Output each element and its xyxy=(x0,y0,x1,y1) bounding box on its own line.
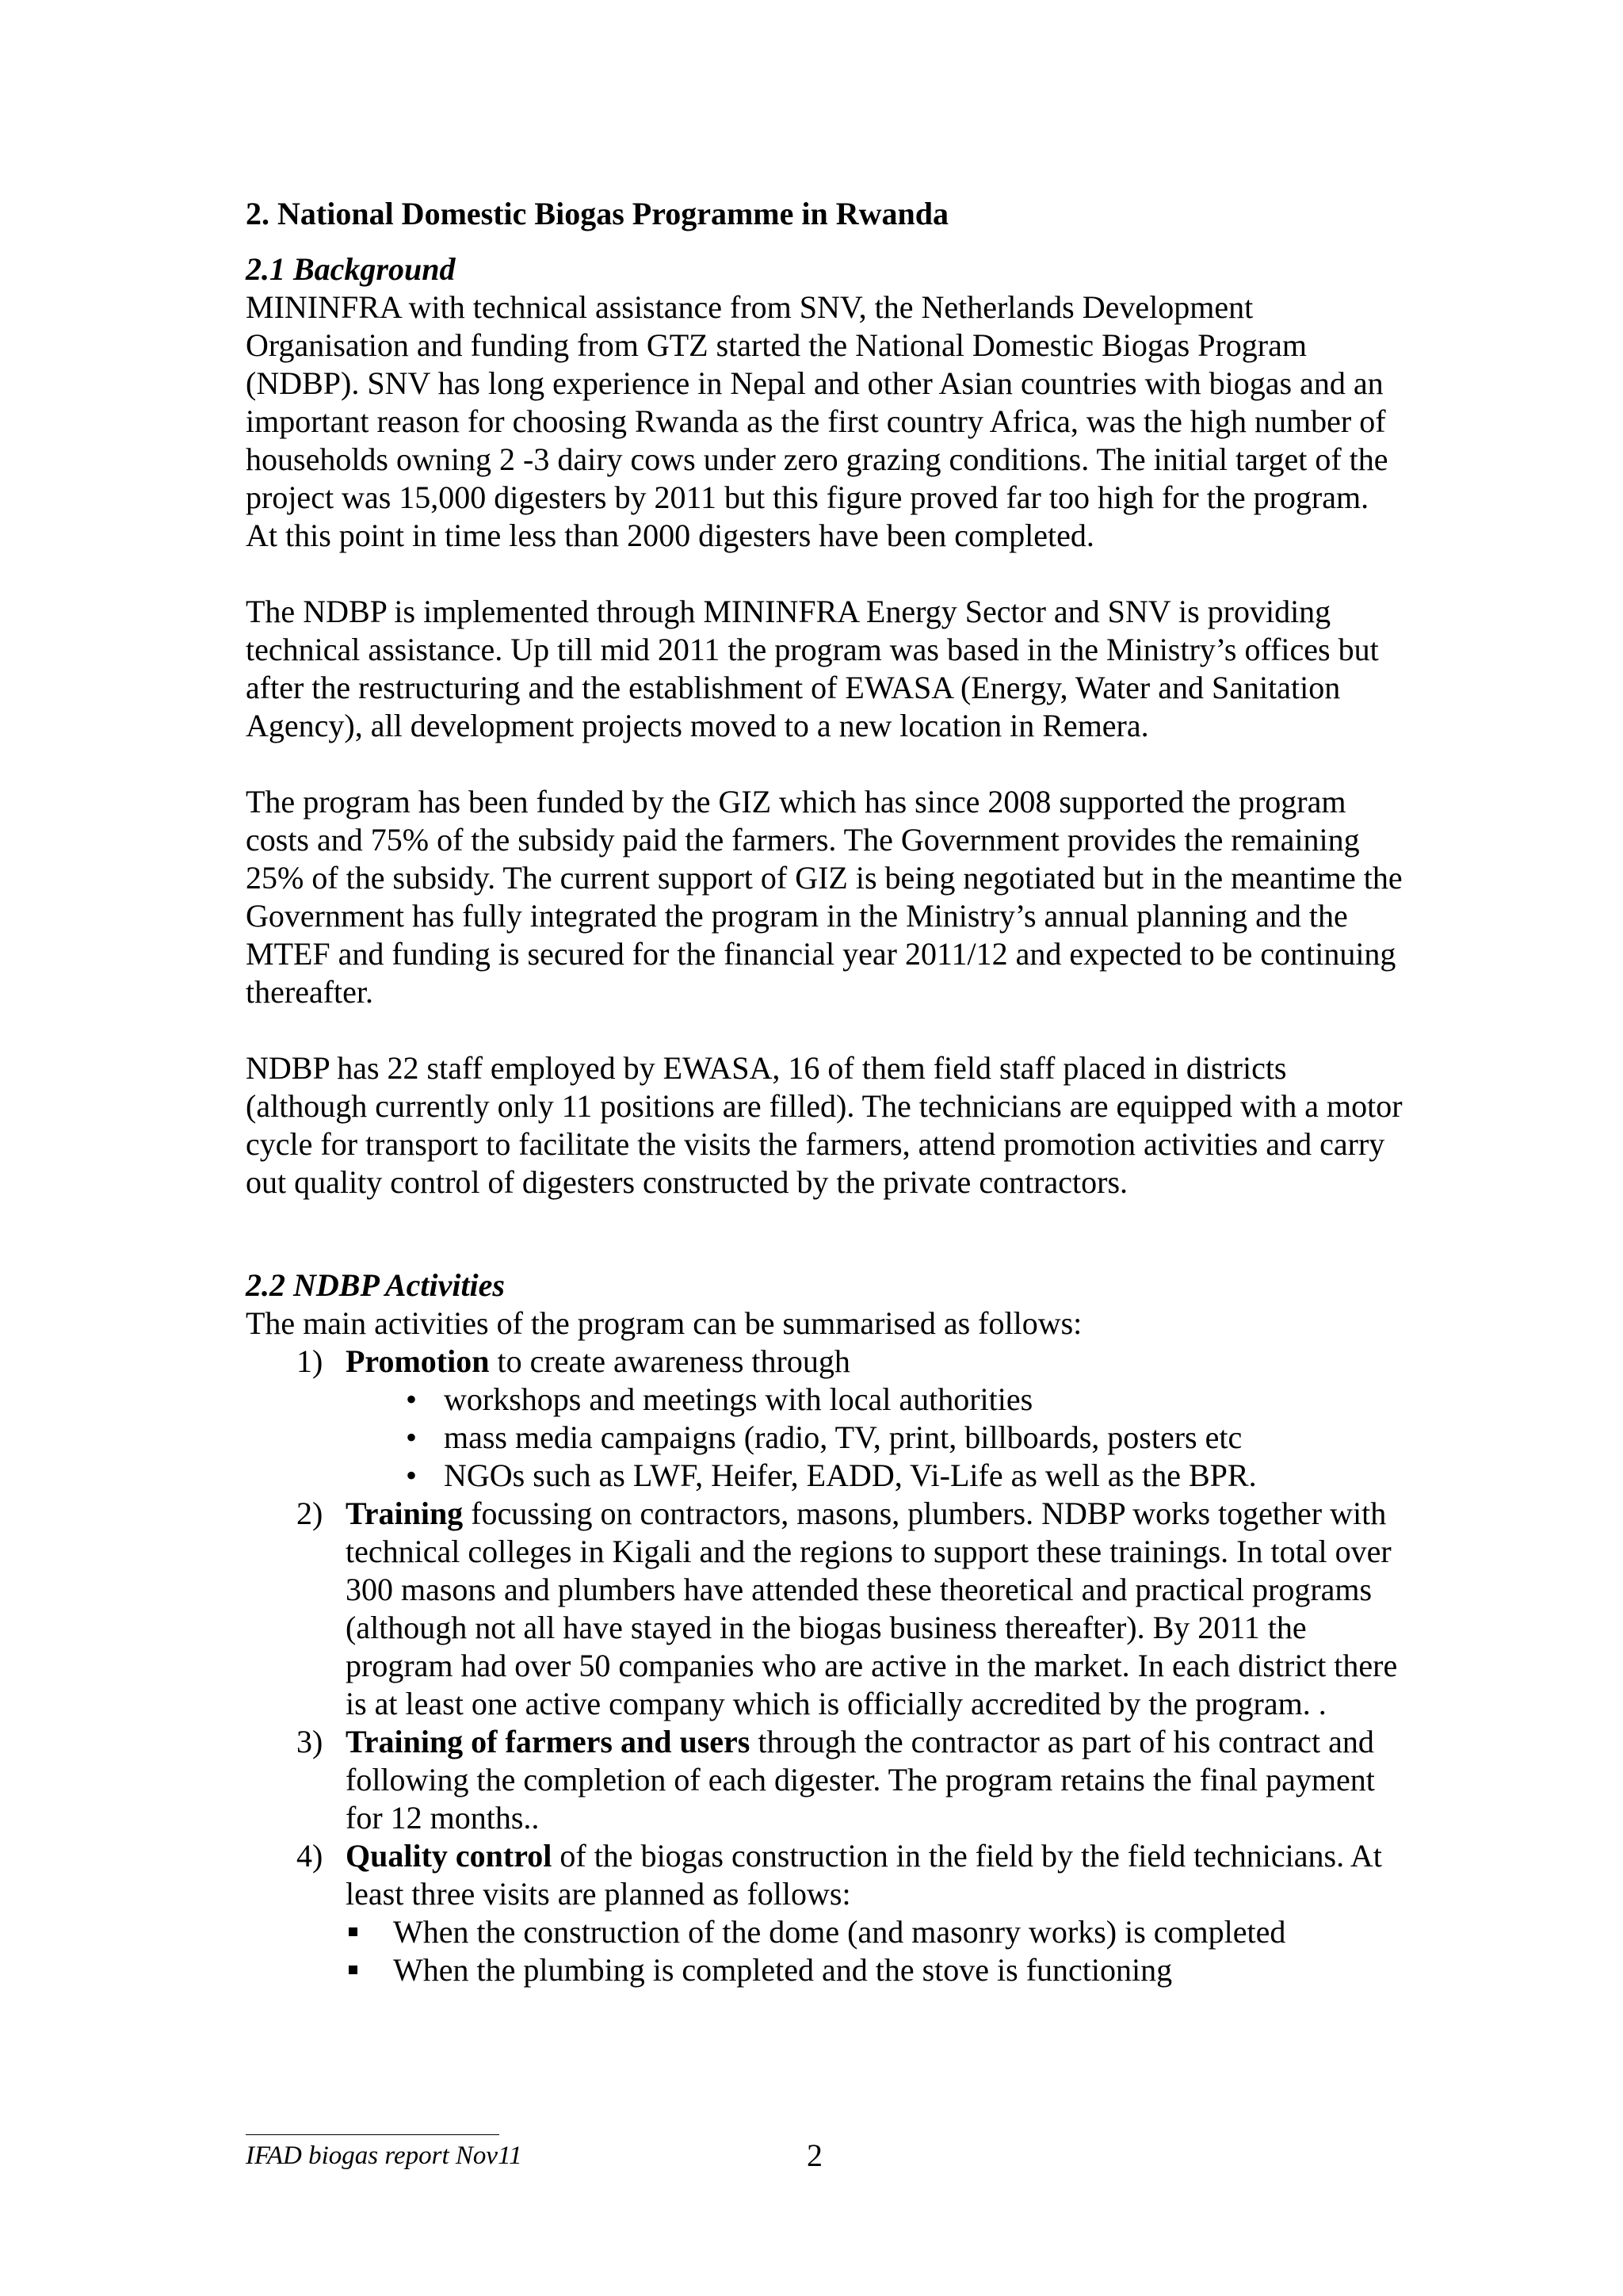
bullet-text: NGOs such as LWF, Heifer, EADD, Vi-Life as well as the BPR. xyxy=(444,1457,1257,1493)
item-text: through the contractor as part of his contract and following the completion of each digester. The program retains the final payment for 12 months.. xyxy=(346,1724,1375,1836)
square-bullet-list xyxy=(346,1913,1403,1989)
bullet-item xyxy=(346,1419,1403,1457)
activities-intro: The main activities of the program can be summarised as follows: xyxy=(246,1305,1083,1341)
bullet-list xyxy=(346,1381,1403,1495)
bullet-icon: • xyxy=(406,1457,418,1493)
section-heading: 2. National Domestic Biogas Programme in Rwanda xyxy=(246,196,949,231)
list-item xyxy=(246,1723,1403,1837)
item-title: Training xyxy=(346,1496,464,1531)
bullet-text: mass media campaigns (radio, TV, print, billboards, posters etc xyxy=(444,1419,1243,1455)
bullet-text: When the construction of the dome (and masonry works) is completed xyxy=(393,1914,1286,1950)
bullet-text: When the plumbing is completed and the stove is functioning xyxy=(393,1952,1173,1988)
bullet-text: workshops and meetings with local authorities xyxy=(444,1381,1033,1417)
list-item xyxy=(246,1837,1403,1989)
square-bullet-icon xyxy=(349,1966,357,1974)
footer-report-title: IFAD biogas report Nov11 xyxy=(246,2141,522,2170)
list-item xyxy=(246,1495,1403,1723)
bullet-icon: • xyxy=(406,1381,418,1417)
item-text: of the biogas construction in the field by the field technicians. At least three visits are planned as follows: xyxy=(346,1838,1382,1912)
activities-list xyxy=(246,1343,1403,1989)
bullet-item xyxy=(346,1381,1403,1419)
item-title: Promotion xyxy=(346,1343,490,1379)
bullet-item xyxy=(346,1457,1403,1495)
list-item xyxy=(246,1343,1403,1495)
background-heading: 2.1 Background xyxy=(246,251,456,287)
list-number: 4) xyxy=(296,1838,323,1874)
footer-divider xyxy=(246,2134,499,2135)
activities-heading: 2.2 NDBP Activities xyxy=(246,1267,505,1303)
item-title: Quality control xyxy=(346,1838,552,1874)
square-bullet-item xyxy=(346,1951,1403,1989)
list-number: 2) xyxy=(296,1496,323,1531)
paragraph: The NDBP is implemented through MININFRA Energy Sector and SNV is providing technical assistance. Up till mid 2011 the program was based in the Ministry’s offices but after the restructuring and the establishment of EWASA (Energy, Water and Sanitation Agency), all development projects moved to a new location in Remera. xyxy=(246,594,1379,743)
square-bullet-item xyxy=(346,1913,1403,1951)
bullet-icon: • xyxy=(406,1419,418,1455)
page-content xyxy=(246,195,1403,1989)
list-number: 1) xyxy=(296,1343,323,1379)
paragraph: MININFRA with technical assistance from SNV, the Netherlands Development Organisation and funding from GTZ started the National Domestic Biogas Program (NDBP). SNV has long experience in Nepal and other Asian countries with biogas and an important reason for choosing Rwanda as the first country Africa, was the high number of households owning 2 -3 dairy cows under zero grazing conditions. The initial target of the project was 15,000 digesters by 2011 but this figure proved far too high for the program. At this point in time less than 2000 digesters have been completed. xyxy=(246,289,1388,553)
paragraph: NDBP has 22 staff employed by EWASA, 16 of them field staff placed in districts (although currently only 11 positions are filled). The technicians are equipped with a motor cycle for transport to facilitate the visits the farmers, attend promotion activities and carry out quality control of digesters constructed by the private contractors. xyxy=(246,1050,1403,1200)
paragraph: The program has been funded by the GIZ which has since 2008 supported the program costs and 75% of the subsidy paid the farmers. The Government provides the remaining 25% of the subsidy. The current support of GIZ is being negotiated but in the meantime the Government has fully integrated the program in the Ministry’s annual planning and the MTEF and funding is secured for the financial year 2011/12 and expected to be continuing thereafter. xyxy=(246,784,1403,1010)
item-title: Training of farmers and users xyxy=(346,1724,750,1759)
item-text: to create awareness through xyxy=(489,1343,850,1379)
list-number: 3) xyxy=(296,1724,323,1759)
item-text: focussing on contractors, masons, plumbers. NDBP works together with technical colleges in Kigali and the regions to support these trainings. In total over 300 masons and plumbers have attended these theoretical and practical programs (although not all have stayed in the biogas business thereafter). By 2011 the program had over 50 companies who are active in the market. In each district there is at least one active company which is officially accredited by the program. . xyxy=(346,1496,1398,1721)
page-number: 2 xyxy=(807,2137,823,2173)
square-bullet-icon xyxy=(349,1927,357,1936)
